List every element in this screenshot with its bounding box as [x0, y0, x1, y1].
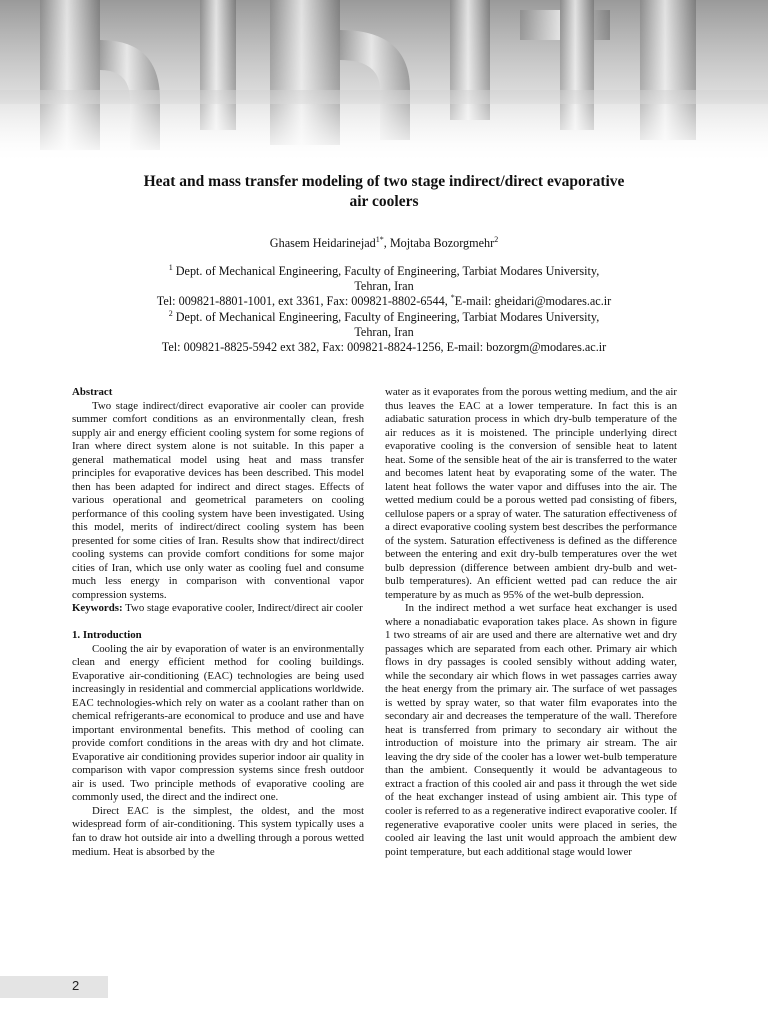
- affiliation-text: Dept. of Mechanical Engineering, Faculty of Engineering, Tarbiat Modares University,: [172, 264, 600, 278]
- author-name: Ghasem Heidarinejad: [269, 236, 376, 250]
- header-banner-image: [0, 0, 768, 160]
- paragraph: Direct EAC is the simplest, the oldest, and the most widespread form of air-conditioning. This system typically uses a fan to draw hot outside air into a dwelling through a porous wetted medium. Heat is absorbed by the: [72, 804, 364, 858]
- paragraph: water as it evaporates from the porous wetting medium, and the air thus leaves the EAC at a lower temperature. In fact this is an adiabatic saturation process in which dry-bulb temperature of the air reduces as it is moistened. The principle underlying direct evaporative cooling is the conversion of sensible heat to latent heat. Some of the sensible heat of the air is transferred to the water and becomes latent heat by evaporating some of the water. The latent heat follows the water vapor and diffuses into the air. The wetted medium could be a porous wetted pad consisting of fibers, cellulose papers or a spray of water. The saturation effectiveness of a direct evaporative cooling system best describes the performance of the system. Saturation effectiveness is defined as the difference between the entering and exit dry-bulb temperatures over the wet bulb depression (difference between ambient dry-bulb and wet-bulb temperatures). An efficient wetted pad can reduce the air temperature by as much as 95% of the wet-bulb depression.: [385, 386, 677, 601]
- left-column: [72, 386, 364, 859]
- section-heading-introduction: 1. Introduction: [72, 629, 142, 642]
- author-name: , Mojtaba Bozorgmehr: [383, 236, 495, 250]
- paper-title-line-2: air coolers: [349, 193, 419, 210]
- affiliation-contact: [60, 294, 708, 309]
- page-number-box: [0, 976, 108, 998]
- right-column: [385, 386, 677, 859]
- keywords: [72, 602, 364, 616]
- author-affiliation-marker: 2: [494, 234, 499, 244]
- affiliation-text: Dept. of Mechanical Engineering, Faculty of Engineering, Tarbiat Modares University,: [172, 309, 600, 324]
- keywords-label: Keywords:: [72, 602, 123, 615]
- paragraph: In the indirect method a wet surface heat exchanger is used where a nonadiabatic evaporation takes place. As shown in figure 1 two streams of air are used and there are alternative wet and dry passages which are separated from each other. Primary air which flows in dry passages is cooled sensibly without adding water, while the secondary air which flows in wet passages carries away the heat energy from the primary air. The surface of wet passages is wetted by spray water, so that water film evaporates into the secondary air and decreases the temperature of the wall. Therefore heat is transferred from primary to secondary air without the introduction of moisture into the primary air stream. The air leaving the dry side of the cooler has a lower wet-bulb temperature than the ambient. Consequently it would be advantageous to extract a fraction of this cooled air and pass it through the wet side of the heat exchanger instead of using ambient air. This type of cooler is referred to as a regenerative indirect evaporative cooler. If regenerative evaporative cooler units were placed in series, the cooled air leaving the last unit would approach the ambient dew point temperature, but each additional stage would lower: [385, 602, 677, 858]
- affiliation-marker: 1: [168, 262, 173, 272]
- affiliation-text: Tel: 009821-8801-1001, ext 3361, Fax: 009821-8802-6544,: [156, 294, 451, 309]
- affiliation-line: [60, 310, 708, 325]
- author-list: [60, 235, 708, 251]
- abstract-heading: Abstract: [72, 386, 113, 398]
- paper-title: [60, 172, 708, 212]
- affiliation-contact: Tel: 009821-8825-5942 ext 382, Fax: 009821-8824-1256, E-mail: bozorgm@modares.ac.ir: [161, 340, 607, 355]
- author-affiliation-marker: 1*: [375, 234, 384, 244]
- email: E-mail: gheidari@modares.ac.ir: [454, 294, 612, 309]
- affiliation-marker: 2: [168, 308, 173, 318]
- affiliation-line: Tehran, Iran: [354, 279, 414, 294]
- affiliations: [60, 264, 708, 355]
- paper-title-line-1: Heat and mass transfer modeling of two stage indirect/direct evaporative: [143, 173, 625, 190]
- paragraph: Cooling the air by evaporation of water is an environmentally clean and energy efficient method for cooling buildings. Evaporative air-conditioning (EAC) technologies are being used increasingly in residential and commercial applications worldwide. EAC technologies-which rely on water as a coolant rather than on chemical refrigerants-are economical to produce and use and have important environmental benefits. This method of cooling can provide comfort conditions in the areas with dry and hot climate. Evaporative air conditioning provides superior indoor air quality in comparison with vapor compression systems since fresh outdoor air is used. Two principle methods of evaporative cooling are commonly used, the direct and the indirect one.: [72, 642, 364, 804]
- page-number: 2: [72, 978, 80, 993]
- abstract-text: Two stage indirect/direct evaporative air cooler can provide summer comfort conditions as an environmentally clean, fresh supply air and energy efficient cooling system for some regions of Iran where direct system alone is not suitable. In this paper a general mathematical model using heat and mass transfer principles for evaporative devices has been described. This model then has been adapted for indirect and direct stages. Effects of various operational and geometrical parameters on cooling performance of this cooling system have been investigated. Using this model, merits of indirect/direct cooling system has been presented for some cities of Iran. Results show that indirect/direct cooling systems can provide comfort conditions for some major cities of Iran, which use only water as cooling fuel and consume much less energy in comparison with conventional vapor compression systems.: [72, 399, 364, 601]
- affiliation-line: [60, 264, 708, 279]
- affiliation-line: Tehran, Iran: [354, 324, 414, 339]
- corresponding-marker: *: [450, 293, 455, 303]
- keywords-text: Two stage evaporative cooler, Indirect/direct air cooler: [122, 602, 363, 615]
